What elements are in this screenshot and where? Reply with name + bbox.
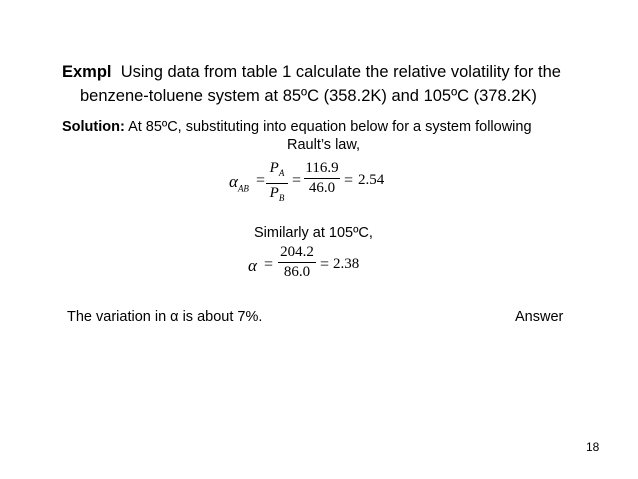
pa-symbol: P [269, 160, 279, 176]
fraction-pa-pb [266, 160, 288, 207]
result-2: 2.38 [333, 256, 360, 272]
equals-sign-4: = [264, 256, 274, 273]
fraction-denominator-2: 86.0 [283, 264, 311, 280]
fraction-numerator-1: 116.9 [305, 160, 339, 176]
fraction-denominator-1: 46.0 [308, 180, 336, 196]
equals-sign-1: = [256, 172, 266, 189]
title-line-1 [62, 62, 561, 82]
fraction-bar-2 [304, 178, 340, 179]
result-1: 2.54 [358, 172, 385, 188]
fraction-denominator-pb [266, 185, 288, 207]
pb-subscript: B [278, 193, 285, 203]
fraction-numerator-pa [266, 160, 288, 182]
fraction-bar-3 [278, 262, 316, 263]
solution-text-1: At 85ºC, substituting into equation below for a system following [128, 119, 532, 135]
example-label: Exmpl [62, 63, 112, 81]
solution-line-1 [62, 118, 532, 136]
equals-sign-2: = [292, 172, 302, 189]
fraction-values-2 [278, 244, 316, 281]
page-number: 18 [586, 440, 600, 454]
title-text-1: Using data from table 1 calculate the relative volatility for the [120, 63, 561, 81]
fraction-numerator-2: 204.2 [280, 244, 314, 260]
title-line-2: benzene-toluene system at 85ºC (358.2K) and 105ºC (378.2K) [80, 87, 537, 105]
solution-line-2: Rault’s law, [287, 137, 361, 153]
fraction-values-1 [304, 160, 340, 197]
solution-label: Solution: [62, 119, 125, 135]
pa-subscript: A [278, 168, 285, 178]
equals-sign-5: = [320, 256, 330, 273]
alpha-ab-symbol [229, 172, 249, 193]
conclusion-text: The variation in α is about 7%. [67, 309, 263, 325]
alpha-ab-subscript: AB [237, 183, 249, 194]
similarly-text: Similarly at 105ºC, [254, 225, 373, 241]
alpha-glyph: α [229, 172, 238, 191]
equals-sign-3: = [344, 172, 354, 189]
alpha-symbol-2: α [248, 256, 257, 275]
pb-symbol: P [269, 185, 279, 201]
answer-label: Answer [515, 309, 564, 325]
fraction-bar-1 [266, 183, 288, 184]
